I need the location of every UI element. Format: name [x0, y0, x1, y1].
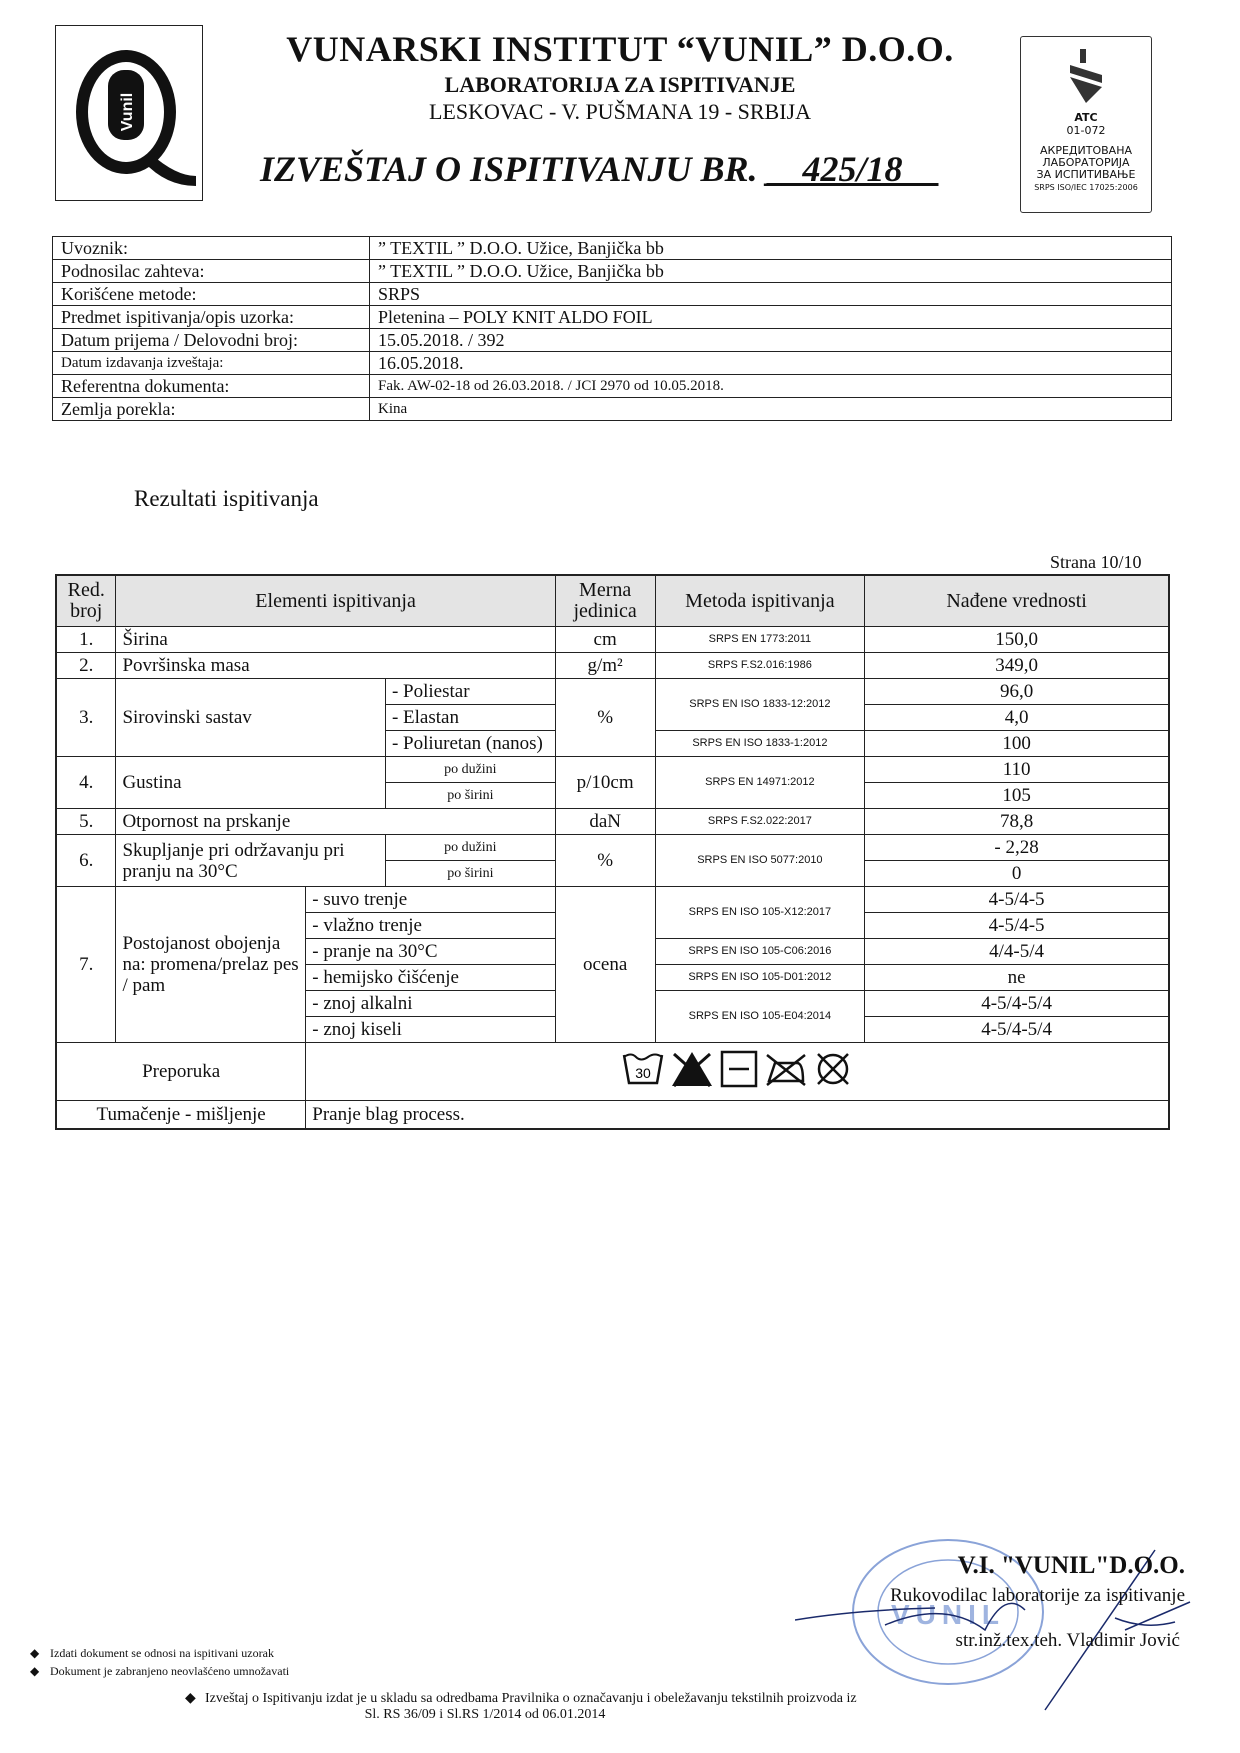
row-value: 4/4-5/4 — [865, 939, 1169, 965]
row-value: 100 — [865, 731, 1169, 757]
report-title-prefix: IZVEŠTAJ O ISPITIVANJU BR. — [260, 149, 767, 189]
info-row — [53, 398, 1172, 421]
info-value: ” TEXTIL ” D.O.O. Užice, Banjička bb — [370, 260, 1172, 283]
row-subelement: - vlažno trenje — [306, 913, 555, 939]
row-number: 1. — [56, 627, 116, 653]
info-row — [53, 283, 1172, 306]
row-value: ne — [865, 965, 1169, 991]
organization-name: VUNARSKI INSTITUT “VUNIL” D.O.O. — [286, 29, 954, 69]
atc-logo-icon — [1066, 49, 1106, 105]
page-number: Strana 10/10 — [1050, 552, 1142, 572]
footer-note: ◆ Izdati dokument se odnosi na ispitivani uzorak — [30, 1646, 274, 1660]
row-number: 3. — [56, 679, 116, 757]
row-element: Sirovinski sastav — [116, 679, 386, 757]
row-value: - 2,28 — [865, 835, 1169, 861]
results-table — [55, 574, 1170, 1130]
info-value: 15.05.2018. / 392 — [370, 329, 1172, 352]
row-element: Gustina — [116, 757, 386, 809]
info-value: Kina — [370, 398, 1172, 421]
signatory-organization: V.I. "VUNIL"D.O.O. — [957, 1552, 1185, 1579]
table-header-row — [56, 575, 1169, 627]
accreditation-line2: ЛАБОРАТОРИЈА — [1042, 156, 1130, 169]
row-unit: p/10cm — [555, 757, 655, 809]
header-method: Metoda ispitivanja — [655, 575, 865, 627]
row-method: SRPS EN 1773:2011 — [655, 627, 865, 653]
row-subelement: po dužini — [385, 835, 555, 861]
row-number: 4. — [56, 757, 116, 809]
row-value: 105 — [865, 783, 1169, 809]
info-value: SRPS — [370, 283, 1172, 306]
row-method: SRPS F.S2.016:1986 — [655, 653, 865, 679]
row-element: Širina — [116, 627, 555, 653]
stamp-text: VUNIL — [891, 1599, 1005, 1630]
table-row — [56, 679, 1169, 705]
row-subelement: po širini — [385, 861, 555, 887]
results-heading: Rezultati ispitivanja — [134, 486, 319, 511]
row-subelement: - Poliuretan (nanos) — [385, 731, 555, 757]
row-unit: daN — [555, 809, 655, 835]
row-value: 4-5/4-5 — [865, 887, 1169, 913]
row-subelement: - pranje na 30°C — [306, 939, 555, 965]
footer-note-text: Izveštaj o Ispitivanju izdat je u skladu sa odredbama Pravilnika o označavanju i obeležavanju tekstilnih proizvoda iz — [205, 1691, 857, 1706]
row-subelement: po širini — [385, 783, 555, 809]
info-row — [53, 352, 1172, 375]
logo-text: Vunil — [119, 92, 136, 132]
info-label: Uvoznik: — [53, 237, 370, 260]
info-label: Datum prijema / Delovodni broj: — [53, 329, 370, 352]
row-value: 110 — [865, 757, 1169, 783]
table-row — [56, 887, 1169, 913]
row-method: SRPS EN ISO 105-C06:2016 — [655, 939, 865, 965]
accreditation-text — [1021, 145, 1151, 181]
opinion-value: Pranje blag process. — [306, 1101, 1169, 1129]
table-row — [56, 809, 1169, 835]
info-value: ” TEXTIL ” D.O.O. Užice, Banjička bb — [370, 237, 1172, 260]
info-label: Zemlja porekla: — [53, 398, 370, 421]
info-row — [53, 329, 1172, 352]
info-value: Fak. AW-02-18 od 26.03.2018. / JCI 2970 od 10.05.2018. — [370, 375, 1172, 398]
row-subelement: - Poliestar — [385, 679, 555, 705]
row-unit: g/m² — [555, 653, 655, 679]
row-subelement: - suvo trenje — [306, 887, 555, 913]
header-value: Nađene vrednosti — [865, 575, 1169, 627]
row-subelement: - hemijsko čišćenje — [306, 965, 555, 991]
row-value: 4-5/4-5/4 — [865, 991, 1169, 1017]
report-info-table — [52, 236, 1172, 421]
recommendation-label: Preporuka — [56, 1043, 306, 1101]
table-row — [56, 627, 1169, 653]
accreditation-line1: АКРЕДИТОВАНА — [1040, 144, 1132, 157]
row-value: 4,0 — [865, 705, 1169, 731]
opinion-label: Tumačenje - mišljenje — [56, 1101, 306, 1129]
lab-address: LESKOVAC - V. PUŠMANA 19 - SRBIJA — [428, 99, 812, 124]
table-row — [56, 653, 1169, 679]
care-symbols — [306, 1043, 1169, 1101]
row-element: Otpornost na prskanje — [116, 809, 555, 835]
row-element: Površinska masa — [116, 653, 555, 679]
info-label: Referentna dokumenta: — [53, 375, 370, 398]
info-row — [53, 375, 1172, 398]
row-element: Skupljanje pri održavanju pri pranju na 30°C — [116, 835, 386, 887]
no-bleach-icon — [669, 1049, 715, 1089]
row-value: 78,8 — [865, 809, 1169, 835]
row-method: SRPS EN ISO 105-D01:2012 — [655, 965, 865, 991]
info-label: Predmet ispitivanja/opis uzorka: — [53, 306, 370, 329]
wash-30-icon — [621, 1049, 665, 1089]
row-method: SRPS EN ISO 105-X12:2017 — [655, 887, 865, 939]
row-value: 4-5/4-5/4 — [865, 1017, 1169, 1043]
row-value: 96,0 — [865, 679, 1169, 705]
header-unit: Merna jedinica — [555, 575, 655, 627]
footer-note-text: Sl. RS 36/09 i Sl.RS 1/2014 od 06.01.2014 — [364, 1707, 606, 1722]
info-row — [53, 237, 1172, 260]
report-number: __425/18__ — [766, 149, 939, 189]
info-row — [53, 260, 1172, 283]
no-dry-clean-icon — [813, 1049, 853, 1089]
lab-name: LABORATORIJA ZA ISPITIVANJE — [444, 72, 796, 97]
row-method: SRPS EN ISO 5077:2010 — [655, 835, 865, 887]
row-unit: cm — [555, 627, 655, 653]
accreditation-badge — [1020, 36, 1152, 213]
info-label: Datum izdavanja izveštaja: — [53, 352, 370, 375]
row-unit: % — [555, 835, 655, 887]
accreditation-standard: SRPS ISO/IEC 17025:2006 — [1034, 183, 1138, 192]
header-no: Red. broj — [56, 575, 116, 627]
row-unit: % — [555, 679, 655, 757]
row-element: Postojanost obojenja na: promena/prelaz pes / pam — [116, 887, 306, 1043]
row-number: 6. — [56, 835, 116, 887]
signatory-name: str.inž.tex.teh. Vladimir Jović — [955, 1630, 1180, 1651]
wash-temperature: 30 — [635, 1065, 651, 1081]
row-number: 7. — [56, 887, 116, 1043]
row-number: 2. — [56, 653, 116, 679]
row-number: 5. — [56, 809, 116, 835]
row-subelement: - znoj alkalni — [306, 991, 555, 1017]
info-row — [53, 306, 1172, 329]
row-method: SRPS F.S2.022:2017 — [655, 809, 865, 835]
signatory-role: Rukovodilac laboratorije za ispitivanje — [890, 1585, 1185, 1606]
row-subelement: - znoj kiseli — [306, 1017, 555, 1043]
info-value: Pletenina – POLY KNIT ALDO FOIL — [370, 306, 1172, 329]
info-value: 16.05.2018. — [370, 352, 1172, 375]
atc-id: 01-072 — [1066, 124, 1106, 137]
info-label: Podnosilac zahteva: — [53, 260, 370, 283]
footer-note: ◆ Dokument je zabranjeno neovlašćeno umnožavati — [30, 1664, 290, 1678]
table-row — [56, 757, 1169, 783]
row-value: 4-5/4-5 — [865, 913, 1169, 939]
accreditation-line3: ЗА ИСПИТИВАЊЕ — [1036, 168, 1136, 181]
row-method: SRPS EN 14971:2012 — [655, 757, 865, 809]
info-label: Korišćene metode: — [53, 283, 370, 306]
row-subelement: - Elastan — [385, 705, 555, 731]
row-value: 150,0 — [865, 627, 1169, 653]
row-subelement: po dužini — [385, 757, 555, 783]
header-element: Elementi ispitivanja — [116, 575, 555, 627]
footer-legal-note: ◆ Izveštaj o Ispitivanju izdat je u skladu sa odredbama Pravilnika o označavanju i obeležavanju tekstilnih proizvoda iz Sl. RS 36/09 i Sl.RS 1/2014 od 06.01.2014 — [185, 1691, 857, 1722]
row-value: 0 — [865, 861, 1169, 887]
footer-note-text: Izdati dokument se odnosi na ispitivani uzorak — [50, 1646, 274, 1660]
row-method: SRPS EN ISO 1833-12:2012 — [655, 679, 865, 731]
report-title — [260, 148, 980, 190]
table-row — [56, 835, 1169, 861]
row-value: 349,0 — [865, 653, 1169, 679]
atc-label: ATC — [1074, 111, 1098, 124]
no-iron-icon — [763, 1049, 809, 1089]
recommendation-row — [56, 1043, 1169, 1101]
row-method: SRPS EN ISO 1833-1:2012 — [655, 731, 865, 757]
footer-note-text: Dokument je zabranjeno neovlašćeno umnožavati — [50, 1664, 290, 1678]
tumble-dry-icon — [719, 1049, 759, 1089]
row-method: SRPS EN ISO 105-E04:2014 — [655, 991, 865, 1043]
row-unit: ocena — [555, 887, 655, 1043]
opinion-row — [56, 1101, 1169, 1129]
